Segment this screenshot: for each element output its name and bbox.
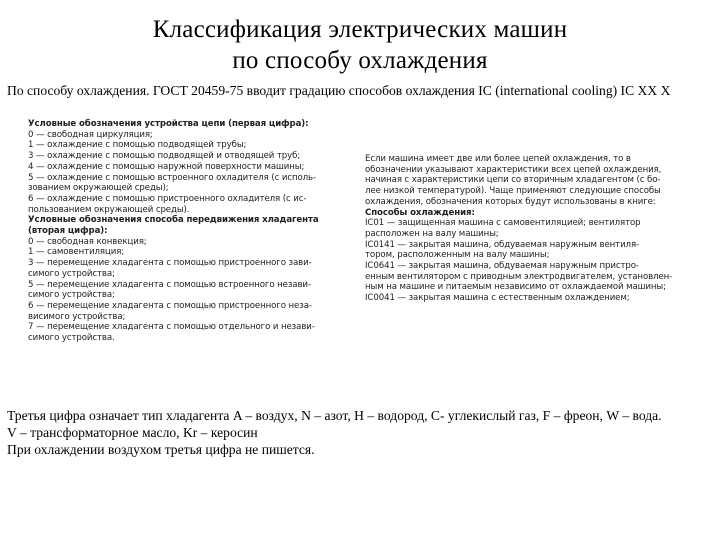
cooling-agent-notes: [7, 407, 717, 458]
scan-right-line: IC0041 — закрытая машина с естественным охлаждением;: [365, 293, 630, 304]
scan-left-line: симого устройства;: [28, 290, 115, 301]
scan-left-line: (вторая цифра):: [28, 226, 108, 237]
scan-right-line: IC01 — защищенная машина с самовентиляцией; вентилятор: [365, 218, 641, 229]
outro-line-2: V – трансформаторное масло, Kr – керосин: [7, 425, 258, 440]
outro-line-3: При охлаждении воздухом третья цифра не пишется.: [7, 442, 315, 457]
scan-right-line: обозначении указывают характеристики всех цепей охлаждения,: [365, 164, 662, 175]
scan-right-line: Если машина имеет две или более цепей охлаждения, то в: [365, 154, 631, 164]
intro-paragraph: По способу охлаждения. ГОСТ 20459-75 вводит градацию способов охлаждения IC (international cooling) IC XX X: [7, 83, 671, 98]
scan-right-line: расположен на валу машины;: [365, 228, 499, 239]
scan-left-line: 6 — перемещение хладагента с помощью пристроенного неза-: [28, 300, 312, 311]
scan-right-line: охлаждения, обозначения которых будут использованы в книге:: [365, 196, 656, 207]
slide-title-line-1: Классификация электрических машин: [152, 16, 568, 43]
scan-left-line: пользованием окружающей среды).: [28, 204, 190, 215]
outro-line-1: Третья цифра означает тип хладагента A – воздух, N – азот, H – водород, C- углекислый газ, F – фреон, W – вода.: [7, 408, 662, 423]
scan-right-line: IC0641 — закрытая машина, обдуваемая наружным пристро-: [365, 261, 639, 272]
scanned-text-left: [28, 119, 358, 344]
scan-left-line: 1 — охлаждение с помощью подводящей трубы;: [28, 140, 247, 151]
slide-title: [0, 14, 720, 76]
scan-left-line: 1 — самовентиляция;: [28, 247, 125, 258]
scan-left-line: висимого устройства;: [28, 311, 126, 322]
slide-title-line-2: по способу охлаждения: [232, 47, 488, 74]
scan-left-line: 5 — перемещение хладагента с помощью встроенного незави-: [28, 279, 311, 290]
scan-right-line: енным вентилятором с приводным электродвигателем, установлен-: [365, 271, 673, 282]
scan-right-line: ным на машине и питаемым независимо от охлаждаемой машины;: [365, 282, 666, 293]
scan-left-line: 3 — охлаждение с помощью подводящей и отводящей труб;: [28, 151, 301, 162]
scan-right-line: лее низкой температурой). Чаще применяют следующие способы: [365, 186, 661, 197]
scan-left-line: 5 — охлаждение с помощью встроенного охладителя (с исполь-: [28, 172, 316, 183]
scan-left-line: 6 — охлаждение с помощью пристроенного охладителя (с ис-: [28, 193, 307, 204]
scan-left-line: Условные обозначения устройства цепи (первая цифра):: [28, 119, 309, 129]
scan-left-line: Условные обозначения способа передвижения хладагента: [28, 215, 319, 226]
scan-right-line: IC0141 — закрытая машина, обдуваемая наружным вентиля-: [365, 239, 640, 250]
scan-left-line: 0 — свободная циркуляция;: [28, 129, 153, 140]
scan-left-line: 4 — охлаждение с помощью наружной поверхности машины;: [28, 161, 305, 172]
scan-left-line: 0 — свободная конвекция;: [28, 236, 147, 247]
scan-left-line: 7 — перемещение хладагента с помощью отдельного и незави-: [28, 322, 315, 333]
scan-left-line: 3 — перемещение хладагента с помощью пристроенного зави-: [28, 258, 312, 269]
scan-left-line: симого устройства.: [28, 333, 115, 344]
scanned-text-right: [365, 154, 697, 304]
scan-left-line: зованием окружающей среды);: [28, 183, 169, 194]
scan-left-line: симого устройства;: [28, 268, 115, 279]
scan-right-line: начиная с характеристики цепи со вторичным хладагентом (с бо-: [365, 175, 661, 186]
scan-right-line: тором, расположенным на валу машины;: [365, 250, 550, 261]
scan-right-line: Способы охлаждения:: [365, 207, 475, 218]
